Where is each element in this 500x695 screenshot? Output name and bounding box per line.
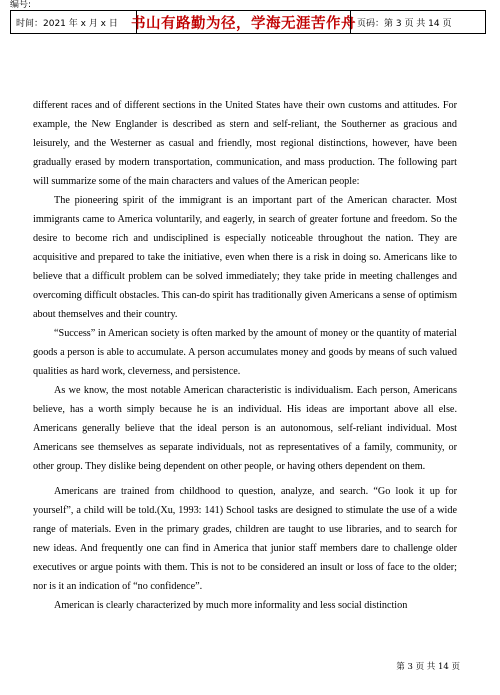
page-number-label: 页码：第 3 页 共 14 页 [357,18,452,29]
paragraph: Americans are trained from childhood to question, analyze, and search. “Go look it up for yourself”, a child will be told.(Xu, 1993: 141) School tasks are designed to stimulate the use of a wide range of materials. Even in the primary grades, children are taught to use libraries, and to search for new ideas. And frequently one can find in America that junior staff members dare to challenge older executives or argue points with them. This is not to be considered an insult or loss of face to the older; nor is it an indication of “no confidence”. [33,486,457,592]
serial-number-label: 编号: [10,0,32,10]
header-motto-cell [131,10,356,34]
motto-text: 书山有路勤为径，学海无涯苦作舟 [131,14,356,32]
paragraph: The pioneering spirit of the immigrant is an important part of the American character. Most immigrants came to America voluntarily, and eagerly, in search of greater fortune and freedom. So the desire to become rich and undisciplined is especially noticeable throughout the nation. They are acquisitive and prepared to take the initiative, even when there is a risk in doing so. Americans like to believe that a difficult problem can be solved immediately; they take pride in meeting challenges and overcoming difficult obstacles. This can-do spirit has traditionally given Americans a sense of optimism about themselves and their country. [33,195,458,320]
header-page-cell [350,10,486,34]
paragraph: As we know, the most notable American characteristic is individualism. Each person, Americans believe, has a worth simply because he is an individual. His ideas are important above all else. Americans generally believe that the ideal person is an autonomous, self-reliant individual. Most Americans see themselves as separate individuals, not as representatives of a family, community, or other group. They dislike being dependent on other people, or having others dependent on them. [33,385,457,472]
time-label: 时间：2021 年 x 月 x 日 [16,18,118,29]
paragraph: American is clearly characterized by much more informality and less social distinction [54,600,408,611]
document-body [33,96,457,615]
paragraph: different races and of different sections in the United States have their own customs and attitudes. For example, the New Englander is described as stern and self-reliant, the Southerner as gracious and leisurely, and the Westerner as casual and friendly, most regional distinctions, however, have been gradually erased by modern transportation, communication, and mass production. The following part will summarize some of the main characters and values of the American people: [33,100,457,187]
page-footer: 第 3 页 共 14 页 [396,662,460,672]
paragraph: “Success” in American society is often marked by the amount of money or the quantity of material goods a person is able to accumulate. A person accumulates money and goods by means of such valued qualities as hard work, cleverness, and persistence. [33,328,457,377]
header-time-cell [10,10,137,34]
